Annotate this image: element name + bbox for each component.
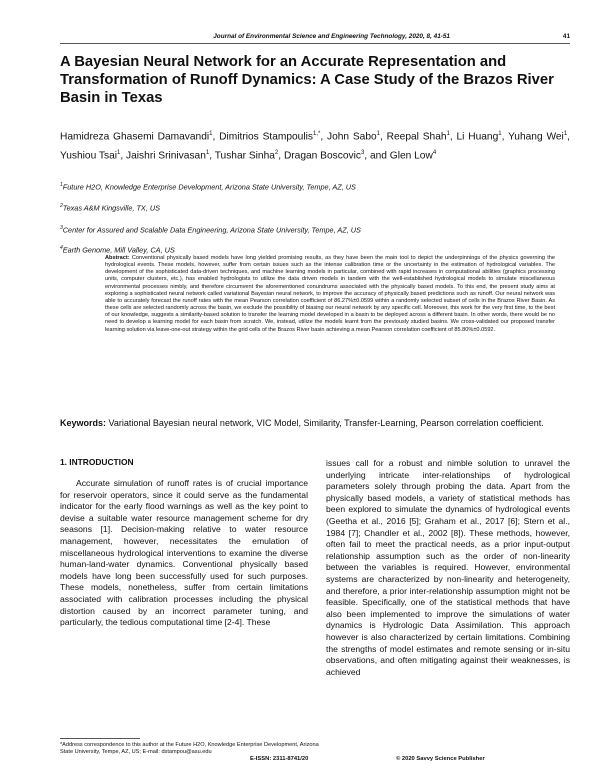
author: Yushiou Tsai xyxy=(60,150,118,162)
author: Jaishri Srinivasan xyxy=(126,150,206,162)
page-number: 41 xyxy=(562,33,570,40)
copyright: © 2020 Savvy Science Publisher xyxy=(396,756,485,762)
author: Yuhang Wei xyxy=(508,131,564,143)
author: Dragan Boscovic xyxy=(283,150,361,162)
affiliations xyxy=(60,181,570,266)
abstract xyxy=(105,255,555,334)
footnote-rule xyxy=(60,738,140,739)
section-heading-introduction: 1. INTRODUCTION xyxy=(60,457,134,467)
author: Dimitrios Stampoulis xyxy=(219,131,313,143)
author: Tushar Sinha xyxy=(214,150,275,162)
body-column-left: Accurate simulation of runoff rates is of crucial importance for reservoir operators, since it could serve as the fundamental indicator for the early flood warnings as well as the key point to devise a suitable water resource management scheme for dry seasons [1]. Decision-making relative to water resource management, however, necessitates the emulation of miscellaneous hydrological interventions to examine the diverse human-land-water dynamics. Conventional physically based models have long been successfully used for such purposes. These models, nonetheless, suffer from certain limitations associated with calibration processes including the physical distortion caused by an incorrect parameter tuning, and particularly, the tedious computational time [2-4]. These xyxy=(60,478,308,628)
keywords-text: Variational Bayesian neural network, VIC Model, Similarity, Transfer-Learning, Pearson correlation coefficient. xyxy=(108,418,544,428)
abstract-label: Abstract: xyxy=(105,255,130,261)
author-list: Hamidreza Ghasemi Damavandi$^1$, Dimitrios Stampoulis$^{1,*}$, John Sabo$^1$, Reepal Shah$^1$, Li Huang$^1$, Yuhang Wei$^1$, Yushiou Tsai$^1$, Jaishri Srinivasan$^1$, Tushar Sinha$^2$, Dragan Boscovic$^3$, and Glen Low$^4$ xyxy=(60,131,570,162)
issn: E-ISSN: 2311-8741/20 xyxy=(250,756,309,762)
affiliation: $^1$Future H2O, Knowledge Enterprise Development, Arizona State University, Tempe, AZ, US xyxy=(60,182,356,192)
header-rule xyxy=(60,43,570,44)
author: Glen Low xyxy=(389,150,433,162)
keywords-label: Keywords: xyxy=(60,418,107,428)
keywords xyxy=(60,417,580,429)
paper-title: A Bayesian Neural Network for an Accurate Representation and Transformation of Runoff Dynamics: A Case Study of the Brazos River Basin in Texas xyxy=(60,54,554,106)
affiliation: $^3$Center for Assured and Scalable Data Engineering, Arizona State University, Tempe, AZ, US xyxy=(60,224,361,235)
author: John Sabo xyxy=(326,131,377,143)
author: Hamidreza Ghasemi Damavandi xyxy=(60,131,210,143)
affiliation: $^2$Texas A&M Kingsville, TX, US xyxy=(60,203,160,213)
author: Reepal Shah xyxy=(386,131,447,143)
author: Li Huang xyxy=(456,131,499,143)
abstract-text: Conventional physically based models have long yielded promising results, as they have been the main tool to depict the underpinnings of the physics governing the hydrological events. These models, however, suffer from certain issues such as the intense calibration time or the uncertainty in the estimation of hydrological variables. The development of the sophisticated data-driven techniques, and machine learning models in particular, combined with rapid increases in computational abilities (graphics processing units, computer clusters, etc.), has enabled hydrologists to utilize the data driven models in tandem with the well-established hydrological models to simulate miscellaneous environmental processes nimbly, and therefore circumvent the aforementioned conundrums associated with the physically based models. To this end, the present study aims at exploring a sophisticated neural network called variational Bayesian neural network, to improve the accuracy of physically based predictions such as runoff. Our neural network was able to accurately forecast the runoff rates with the mean Pearson correlation coefficient of 86.27%±0.0599 within a randomly selected subset of cells in the Brazos River Basin. As these cells are selected randomly across the basin, we exclude the possibility of biasing our neural network by any specific cell. Moreover, this work for the very first time, to the best of our knowledge, suggests a similarity-based solution to transfer the learning model developed in a basin to be deployed across a different basin. In other words, there would be no need to develop a learning model for each basin from scratch. We, instead, utilize the models learnt from the previously studied basins. We cross-validated our proposed transfer learning solution via leave-one-out strategy within the grid cells of the Brazos River basin achieving a mean Pearson correlation coefficient of 85.80%±0.0592. xyxy=(105,255,555,333)
body-column-right: issues call for a robust and nimble solution to unravel the underlying intricate inter-relationships of hydrological parameters solely through probing the data. Apart from the physically based models, a variety of statistical methods has been explored to simulate the dynamics of hydrological events (Geetha et al., 2016 [5]; Graham et al., 2017 [6]; Stern et al., 1984 [7]; Chandler et al., 2002 [8]). These methods, however, often fail to meet the practical needs, as a prior input-output relationship assumption such as the order of non-linearity between the variables is required. However, environmental systems are characterized by non-linearity and heterogeneity, and therefore, a prior inter-relationship assumption might not be feasible. Specifically, one of the statistical methods that have also been implemented to improve the simulations of water dynamics is Hydrologic Data Assimilation. This approach however is also characterized by certain limitations. Combining the strengths of model estimates and remote sensing or in-situ observations, and often mitigating against their weaknesses, is achieved xyxy=(326,458,570,677)
correspondence-footnote: *Address correspondence to this author at the Future H2O, Knowledge Enterprise Development, Arizona State University, Tempe, AZ, US; E-mail: dstampou@asu.edu xyxy=(60,742,319,755)
journal-citation: Journal of Environmental Science and Engineering Technology, 2020, 8, 41-51 xyxy=(213,33,450,40)
affiliation: $^4$Earth Genome, Mill Valley, CA, US xyxy=(60,245,175,255)
